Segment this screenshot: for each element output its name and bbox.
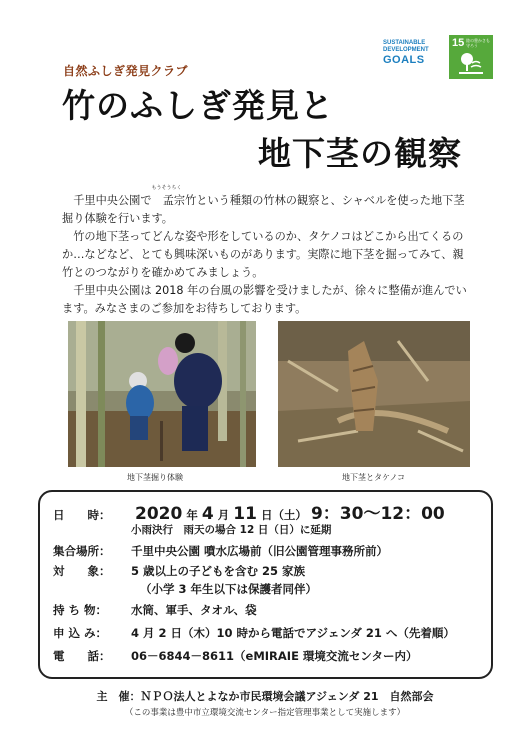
- apply-row: [53, 625, 455, 641]
- date-day-unit: 日: [260, 508, 273, 522]
- bring-label: 持 ち 物：: [53, 603, 108, 617]
- photo-caption-2: 地下茎とタケノコ: [342, 473, 406, 482]
- organizer-note: （この事業は豊中市立環境交流センター指定管理事業として実施します）: [124, 708, 406, 718]
- phone-label: 電 話：: [53, 649, 111, 663]
- date-label: 日 時：: [53, 508, 111, 522]
- date-time: 9：30～12：00: [310, 504, 445, 524]
- p1-after: という種類の竹林の観察と、シャベルを使った地下茎掘り体験を行います。: [62, 194, 465, 225]
- date-year: 2020: [135, 504, 183, 524]
- description: [62, 185, 472, 318]
- date-weekday: （土）: [272, 508, 307, 522]
- apply-value: 4 月 2 日（木）10 時から電話でアジェンダ 21 へ（先着順）: [131, 626, 455, 640]
- paragraph-1: [62, 185, 472, 228]
- date-month: 4: [201, 504, 214, 524]
- ruby-base: 孟宗竹: [162, 194, 197, 207]
- apply-label: 申 込 み：: [53, 626, 108, 640]
- ruby-reading: もうそうちく: [151, 185, 182, 191]
- sdg-badge-text: 陸の豊かさも守ろう: [466, 38, 490, 48]
- target-label: 対 象：: [53, 564, 111, 578]
- target-note: （小学 3 年生以下は保護者同伴）: [140, 582, 318, 596]
- photo-caption-1: 地下茎掘り体験: [127, 473, 183, 482]
- target-value: 5 歳以上の子どもを含む 25 家族: [131, 564, 306, 578]
- paragraph-3: 千里中央公園は 2018 年の台風の影響を受けましたが、徐々に整備が進んでいます。みなさまのご参加をお待ちしております。: [62, 284, 467, 315]
- meeting-label: 集合場所：: [53, 544, 111, 558]
- sdgs-logo-line1: SUSTAINABLE: [383, 40, 426, 46]
- sdgs-logo: [383, 40, 443, 90]
- event-info-box: [38, 490, 493, 679]
- phone-value: 06－6844－8611（eMIRAIE 環境交流センター内）: [131, 649, 418, 663]
- ruby-mousouchiku: [151, 185, 197, 210]
- tree-icon: [457, 51, 485, 77]
- date-year-unit: 年: [186, 508, 198, 522]
- meeting-value: 千里中央公園 噴水広場前（旧公園管理事務所前）: [131, 544, 389, 558]
- club-name: 自然ふしぎ発見クラブ: [63, 64, 189, 78]
- photo-digging: [68, 321, 256, 467]
- title-line-1: 竹のふしぎ発見と: [62, 86, 334, 125]
- date-day: 11: [233, 504, 257, 524]
- bring-row: [53, 602, 257, 618]
- meeting-row: [53, 543, 388, 559]
- organizer: 主 催：ＮＰＯ法人とよなか市民環境会議アジェンダ 21 自然部会: [96, 690, 434, 703]
- rain-note: 小雨決行 雨天の場合 12 日（日）に延期: [131, 524, 332, 536]
- sdg-badge-number: 15: [452, 37, 465, 49]
- p1-before: 千里中央公園で: [73, 194, 152, 207]
- bring-value: 水筒、軍手、タオル、袋: [131, 603, 257, 617]
- date-row: [53, 499, 445, 524]
- target-row: [53, 563, 305, 579]
- paragraph-2: 竹の地下茎ってどんな姿や形をしているのか、タケノコはどこから出てくるのか…などなど、とても興味深いものがあります。実際に地下茎を掘ってみて、親竹とのつながりを確かめてみましょう。: [62, 230, 464, 279]
- sdg-15-badge: [449, 35, 493, 79]
- sdgs-logo-goals: GOALS: [383, 54, 425, 66]
- title-line-2: 地下茎の観察: [258, 134, 462, 173]
- phone-row: [53, 648, 417, 664]
- photo-rhizome: [278, 321, 470, 467]
- date-month-unit: 月: [217, 508, 230, 522]
- sdgs-logo-line2: DEVELOPMENT: [383, 47, 429, 53]
